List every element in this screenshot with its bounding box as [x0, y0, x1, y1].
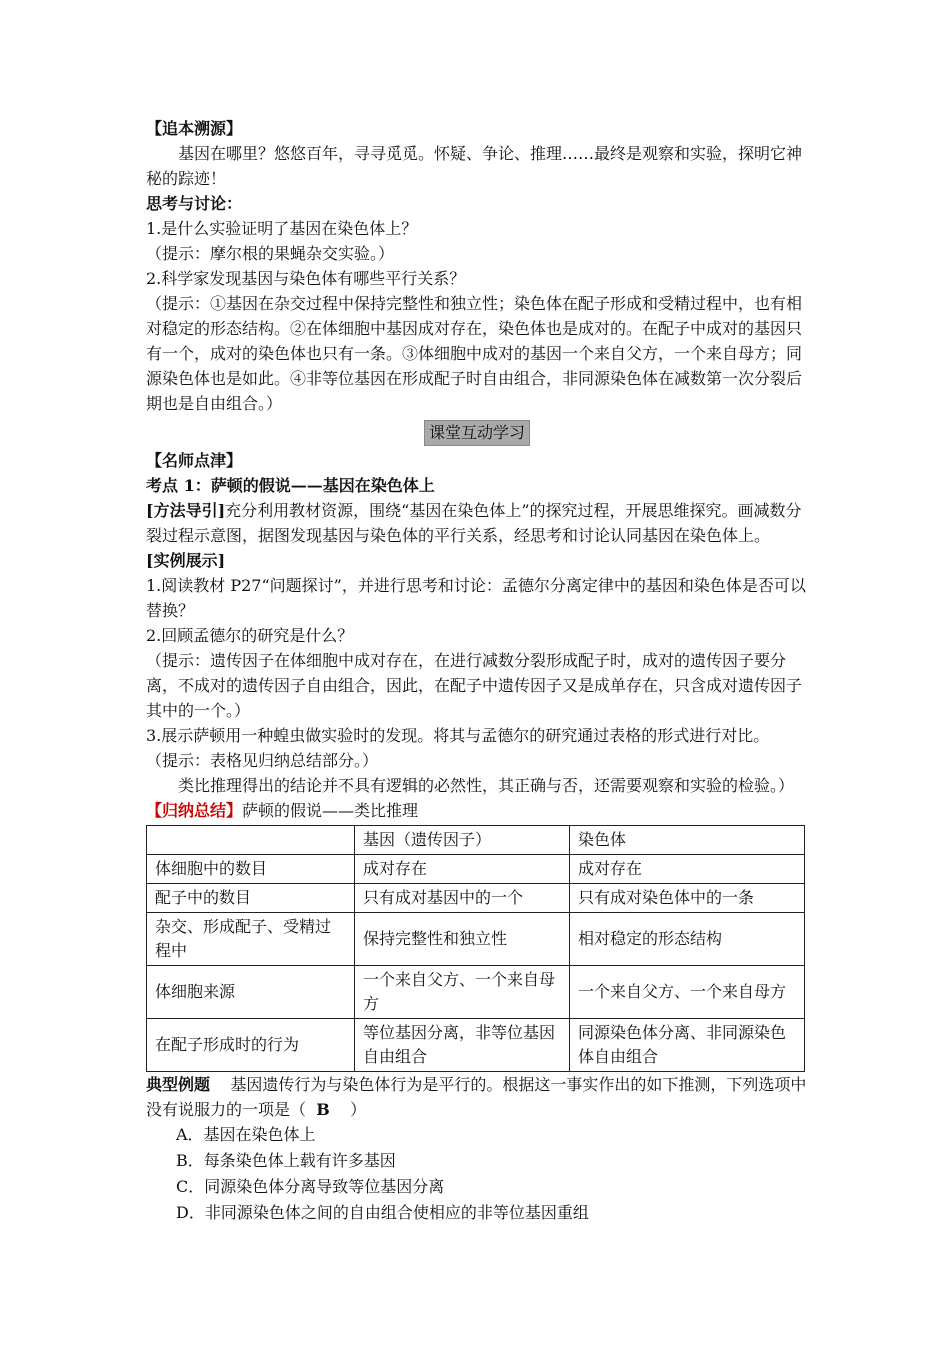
table-cell: 保持完整性和独立性 — [355, 913, 570, 966]
question-2: 2.科学家发现基因与染色体有哪些平行关系？ — [146, 269, 466, 288]
table-header-cell: 基因（遗传因子） — [355, 826, 570, 855]
table-cell: 体细胞中的数目 — [147, 855, 355, 884]
example-item-1: 1.阅读教材 P27“问题探讨”，并进行思考和讨论：孟德尔分离定律中的基因和染色体是否可以替换？ — [146, 576, 806, 620]
table-header-cell: 染色体 — [570, 826, 805, 855]
table-cell: 只有成对染色体中的一条 — [570, 884, 805, 913]
table-cell: 配子中的数目 — [147, 884, 355, 913]
typical-example-label: 典型例题 — [146, 1075, 211, 1094]
table-cell: 一个来自父方、一个来自母方 — [570, 966, 805, 1019]
section-title-teacher: 【名师点津】 — [146, 451, 243, 470]
point-1-title: 考点 1：萨顿的假说——基因在染色体上 — [146, 476, 435, 495]
table-row — [147, 884, 805, 913]
table-cell: 杂交、形成配子、受精过程中 — [147, 913, 355, 966]
example-item-3-conclusion: 类比推理得出的结论并不具有逻辑的必然性，其正确与否，还需要观察和实验的检验。） — [178, 776, 795, 795]
option-a: A．基因在染色体上 — [176, 1125, 316, 1144]
table-cell: 一个来自父方、一个来自母方 — [355, 966, 570, 1019]
table-cell: 等位基因分离，非等位基因自由组合 — [355, 1019, 570, 1072]
table-cell: 相对稳定的形态结构 — [570, 913, 805, 966]
typical-example-close: ） — [350, 1100, 367, 1119]
table-cell: 在配子形成时的行为 — [147, 1019, 355, 1072]
discuss-title: 思考与讨论： — [146, 194, 243, 213]
table-row — [147, 1019, 805, 1072]
table-header-cell — [147, 826, 355, 855]
answer-2: （提示：①基因在杂交过程中保持完整性和独立性；染色体在配子形成和受精过程中，也有相对稳定的形态结构。②在体细胞中基因成对存在，染色体也是成对的。在配子中成对的基因只有一个，成对的染色体也只有一条。③体细胞中成对的基因一个来自父方，一个来自母方；同源染色体也是如此。④非等位基因在形成配子时自由组合，非同源染色体在减数第一次分裂后期也是自由组合。） — [146, 294, 803, 413]
example-label: [实例展示] — [146, 551, 226, 570]
table-cell: 成对存在 — [570, 855, 805, 884]
summary-text: 萨顿的假说——类比推理 — [242, 801, 419, 820]
table-row — [147, 913, 805, 966]
example-item-2: 2.回顾孟德尔的研究是什么？ — [146, 626, 354, 645]
question-1: 1.是什么实验证明了基因在染色体上？ — [146, 219, 418, 238]
typical-example-stem — [146, 1072, 808, 1122]
method-text: 充分利用教材资源，围绕“基因在染色体上”的探究过程，开展思维探究。画减数分裂过程示意图，据图发现基因与染色体的平行关系，经思考和讨论认同基因在染色体上。 — [146, 501, 802, 545]
intro-paragraph: 基因在哪里？悠悠百年，寻寻觅觅。怀疑、争论、推理……最终是观察和实验，探明它神秘的踪迹！ — [146, 144, 803, 188]
option-c: C．同源染色体分离导致等位基因分离 — [176, 1177, 445, 1196]
table-cell: 只有成对基因中的一个 — [355, 884, 570, 913]
summary-line — [146, 798, 808, 823]
method-label: [方法导引] — [146, 501, 226, 520]
summary-label: 【归纳总结】 — [146, 801, 243, 820]
option-b: B．每条染色体上载有许多基因 — [176, 1151, 396, 1170]
table-row — [147, 855, 805, 884]
class-section-heading — [146, 420, 808, 446]
option-d: D．非同源染色体之间的自由组合使相应的非等位基因重组 — [176, 1203, 589, 1222]
answer-letter: B — [316, 1100, 330, 1119]
answer-1: （提示：摩尔根的果蝇杂交实验。） — [146, 244, 395, 263]
table-cell: 成对存在 — [355, 855, 570, 884]
example-item-3-hint: （提示：表格见归纳总结部分。） — [146, 751, 379, 770]
section-title-origin: 【追本溯源】 — [146, 119, 243, 138]
document-content — [146, 116, 808, 1226]
example-item-3: 3.展示萨顿用一种蝗虫做实验时的发现。将其与孟德尔的研究通过表格的形式进行对比。 — [146, 726, 770, 745]
table-cell: 同源染色体分离、非同源染色体自由组合 — [570, 1019, 805, 1072]
example-item-2-hint: （提示：遗传因子在体细胞中成对存在，在进行减数分裂形成配子时，成对的遗传因子要分离，不成对的遗传因子自由组合，因此，在配子中遗传因子又是成单存在，只含成对遗传因子其中的一个。） — [146, 651, 803, 720]
typical-example-text: 基因遗传行为与染色体行为是平行的。根据这一事实作出的如下推测，下列选项中没有说服力的一项是（ — [146, 1075, 807, 1119]
class-title: 课堂互动学习 — [424, 420, 530, 446]
option-list — [146, 1122, 808, 1226]
comparison-table — [146, 825, 805, 1072]
table-cell: 体细胞来源 — [147, 966, 355, 1019]
table-row — [147, 966, 805, 1019]
method-paragraph — [146, 498, 808, 548]
table-header-row — [147, 826, 805, 855]
